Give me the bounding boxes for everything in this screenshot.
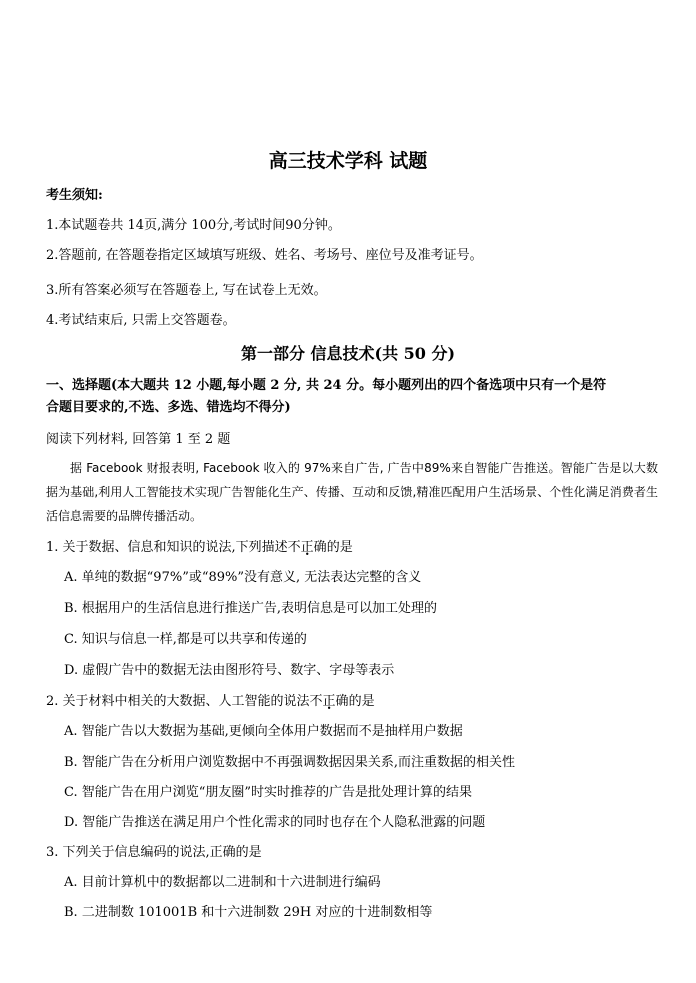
question-1-stem [46, 540, 353, 556]
reading-passage: 据 Facebook 财报表明, Facebook 收入的 97%来自广告, 广告中89%来自智能广告推送。智能广告是以大数据为基础,利用人工智能技术实现广告智能化生产、传播、互动和反馈,精准匹配用户生活场景、个性化满足消费者生活信息需要的品牌传播活动。 [46, 461, 658, 523]
question-3-option-a: A. 目前计算机中的数据都以二进制和十六进制进行编码 [64, 875, 381, 890]
section-intro-continued: 合题目要求的,不选、多选、错选均不得分) [46, 400, 291, 415]
exam-title: 高三技术学科 试题 [268, 150, 428, 172]
question-2-option-d: D. 智能广告推送在满足用户个性化需求的同时也存在个人隐私泄露的问题 [64, 815, 486, 830]
reading-prompt: 阅读下列材料, 回答第 1 至 2 题 [46, 432, 231, 447]
question-2-option-b: B. 智能广告在分析用户浏览数据中不再强调数据因果关系,而注重数据的相关性 [64, 755, 515, 770]
question-1-option-a: A. 单纯的数据“97%”或“89%”没有意义, 无法表达完整的含义 [64, 570, 422, 585]
question-stem-text: 1. 关于数据、信息和知识的说法,下列描述 [46, 540, 288, 555]
question-1-option-b: B. 根据用户的生活信息进行推送广告,表明信息是可以加工处理的 [64, 601, 437, 616]
question-1-option-c: C. 知识与信息一样,都是可以共享和传递的 [64, 632, 307, 647]
instructions-heading: 考生须知: [46, 188, 103, 203]
instruction-item: 3.所有答案必须写在答题卷上, 写在试卷上无效。 [46, 283, 327, 298]
emphasized-keyword: 不正确 [287, 540, 327, 555]
question-3-stem: 3. 下列关于信息编码的说法,正确的是 [46, 845, 262, 860]
instruction-item: 4.考试结束后, 只需上交答题卷。 [46, 313, 236, 328]
instruction-item: 1.本试题卷共 14页,满分 100分,考试时间90分钟。 [46, 218, 341, 233]
instruction-item: 2.答题前, 在答题卷指定区域填写班级、姓名、考场号、座位号及准考证号。 [46, 248, 483, 263]
question-1-option-d: D. 虚假广告中的数据无法由图形符号、数字、字母等表示 [64, 663, 395, 678]
question-stem-text: 2. 关于材料中相关的大数据、人工智能的说法 [46, 694, 310, 709]
question-3-option-b: B. 二进制数 101001B 和十六进制数 29H 对应的十进制数相等 [64, 905, 433, 920]
question-2-option-c: C. 智能广告在用户浏览“朋友圈”时实时推荐的广告是批处理计算的结果 [64, 785, 473, 800]
part-one-title: 第一部分 信息技术(共 50 分) [240, 344, 456, 363]
question-2-stem [46, 694, 375, 710]
emphasized-keyword: 不正确 [309, 694, 349, 709]
section-intro: 一、选择题(本大题共 12 小题,每小题 2 分, 共 24 分。每小题列出的四个备选项中只有一个是符 [46, 378, 607, 393]
question-2-option-a: A. 智能广告以大数据为基础,更倾向全体用户数据而不是抽样用户数据 [64, 724, 463, 739]
question-stem-text: 的是 [326, 540, 353, 555]
question-stem-text: 的是 [348, 694, 375, 709]
